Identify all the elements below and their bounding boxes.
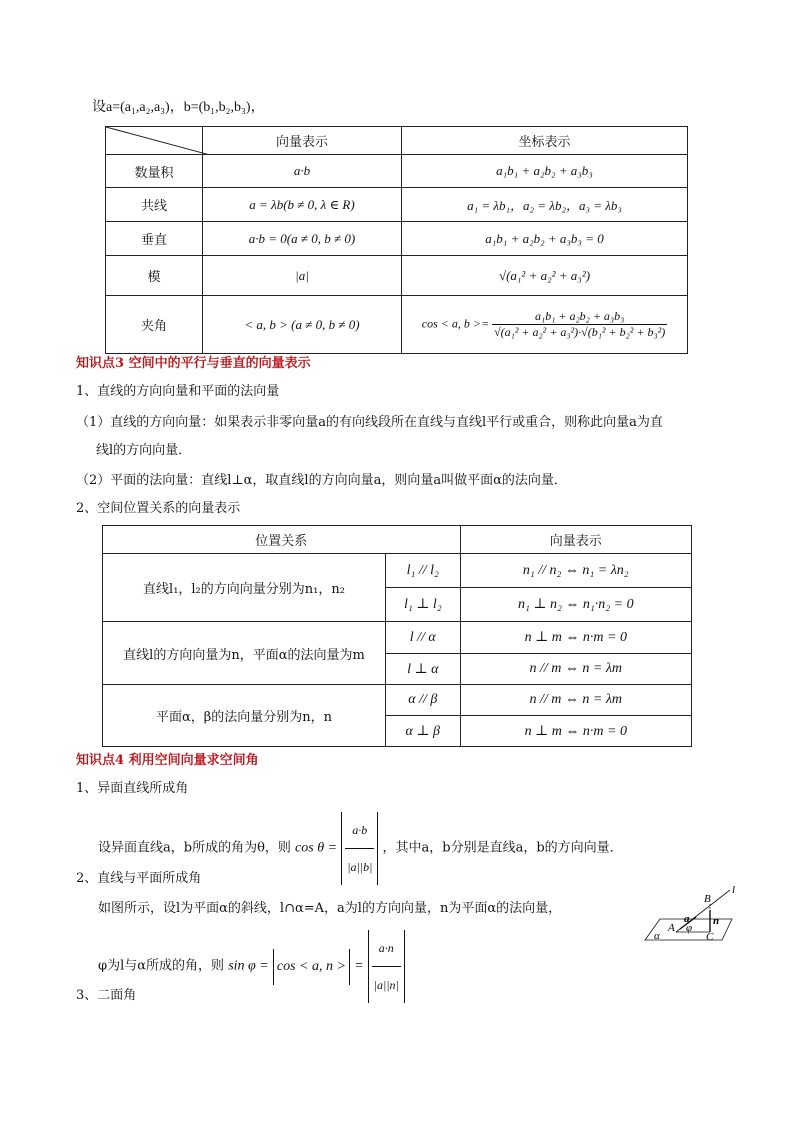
coordinate-operations-table [105, 126, 688, 354]
section4-p2b [98, 930, 405, 1003]
p1-denominator: |a||b| [347, 860, 373, 874]
relation: α // β [386, 685, 461, 716]
header-relation: 位置关系 [103, 526, 461, 554]
row-coord: a₁b₁ + a₂b₂ + a₃b₃ = 0 [402, 222, 688, 256]
relation: l₁ // l₂ [386, 554, 461, 588]
section3-p1b: 线l的方向向量． [96, 443, 192, 458]
cos-fraction [492, 309, 667, 340]
p2b-sin: sin φ = [228, 958, 269, 974]
group-desc: 平面α，β的法向量分别为n，n [103, 685, 386, 747]
header-coordinate: 坐标表示 [402, 127, 688, 155]
label-alpha: α [654, 930, 660, 942]
row-coord: a₁ = λb₁，a₂ = λb₂，a₃ = λb₃ [402, 188, 688, 222]
label-l: l [732, 884, 736, 896]
group-desc: 直线l₁，l₂的方向向量分别为n₁，n₂ [103, 554, 386, 622]
label-C: C [706, 931, 714, 943]
row-vec: a·b = 0(a ≠ 0, b ≠ 0) [203, 222, 402, 256]
cos-prefix: cos < a, b >= [421, 316, 490, 331]
cos-denominator: √(a₁² + a₂² + a₃²)·√(b₁² + b₂² + b₃²) [494, 325, 666, 339]
p2b-abs-fraction [368, 930, 405, 1003]
p1-cos: cos θ = [295, 840, 338, 856]
row-coord-angle [402, 296, 688, 354]
figure-svg [640, 884, 740, 946]
vector-expr: n₁ ⊥ n₂ ⇔ n₁·n₂ = 0 [460, 588, 691, 622]
section4-sub3: 3、二面角 [76, 988, 137, 1003]
vector-expr: n // m ⇔ n = λm [460, 685, 691, 716]
row-coord: a₁b₁ + a₂b₂ + a₃b₃ [402, 155, 688, 188]
cos-numerator: a₁b₁ + a₂b₂ + a₃b₃ [492, 309, 667, 325]
group-desc: 直线l的方向向量为n，平面α的法向量为m [103, 622, 386, 685]
p2b-denominator: |a||n| [373, 978, 399, 992]
section4-p2a: 如图所示，设l为平面α的斜线，l∩α=A，a为l的方向向量，n为平面α的法向量， [98, 901, 562, 916]
p1-post: ，其中a，b分别是直线a，b的方向向量． [382, 840, 623, 856]
header-vector: 向量表示 [203, 127, 402, 155]
label-B: B [704, 893, 711, 905]
row-name: 数量积 [106, 155, 203, 188]
label-phi: φ [686, 922, 693, 934]
intro-text: 设a=(a₁,a₂,a₃)，b=(b₁,b₂,b₃)， [92, 100, 265, 115]
p2b-abs-cos: cos < a, n > [273, 949, 350, 985]
row-name: 垂直 [106, 222, 203, 256]
label-n: n [713, 915, 720, 927]
row-name: 模 [106, 256, 203, 296]
row-coord: √(a₁² + a₂² + a₃²) [402, 256, 688, 296]
label-a: a [684, 913, 690, 925]
section4-sub2: 2、直线与平面所成角 [76, 871, 202, 886]
relation: α ⊥ β [386, 716, 461, 747]
section3-p2: （2）平面的法向量：直线l⊥α，取直线l的方向向量a，则向量a叫做平面α的法向量． [76, 473, 567, 488]
relation: l // α [386, 622, 461, 654]
diagonal-header-cell [106, 127, 203, 155]
relation: l ⊥ α [386, 654, 461, 685]
row-vec: < a, b > (a ≠ 0, b ≠ 0) [203, 296, 402, 354]
diagonal-line [106, 127, 210, 155]
vector-expr: n₁ // n₂ ⇔ n₁ = λn₂ [460, 554, 691, 588]
p2b-numerator: a·n [372, 930, 401, 967]
row-vec: a = λb(b ≠ 0, λ ∈ R) [203, 188, 402, 222]
row-vec: a·b [203, 155, 402, 188]
row-name: 共线 [106, 188, 203, 222]
header-vector: 向量表示 [460, 526, 691, 554]
section3-sub2: 2、空间位置关系的向量表示 [76, 501, 241, 516]
vector-expr: n // m ⇔ n = λm [460, 654, 691, 685]
vector-expr: n ⊥ m ⇔ n·m = 0 [460, 622, 691, 654]
p2b-eq: = [354, 958, 364, 974]
section4-heading: 知识点4 利用空间向量求空间角 [76, 753, 259, 768]
p1-numerator: a·b [345, 812, 374, 849]
relation: l₁ ⊥ l₂ [386, 588, 461, 622]
position-relation-table [102, 525, 692, 747]
line-plane-angle-figure [640, 884, 740, 946]
row-name: 夹角 [106, 296, 203, 354]
section3-p1a: （1）直线的方向向量：如果表示非零向量a的有向线段所在直线与直线l平行或重合，则称此向量a为直 [76, 415, 663, 430]
p1-abs-fraction [341, 812, 378, 885]
p2b-pre: φ为l与α所成的角，则 [98, 958, 225, 974]
section3-sub1: 1、直线的方向向量和平面的法向量 [76, 384, 280, 399]
p1-pre: 设异面直线a，b所成的角为θ，则 [98, 840, 291, 856]
section3-heading: 知识点3 空间中的平行与垂直的向量表示 [76, 356, 311, 371]
label-A: A [668, 922, 675, 934]
row-vec: |a| [203, 256, 402, 296]
section4-sub1: 1、异面直线所成角 [76, 781, 189, 796]
vector-expr: n ⊥ m ⇔ n·m = 0 [460, 716, 691, 747]
